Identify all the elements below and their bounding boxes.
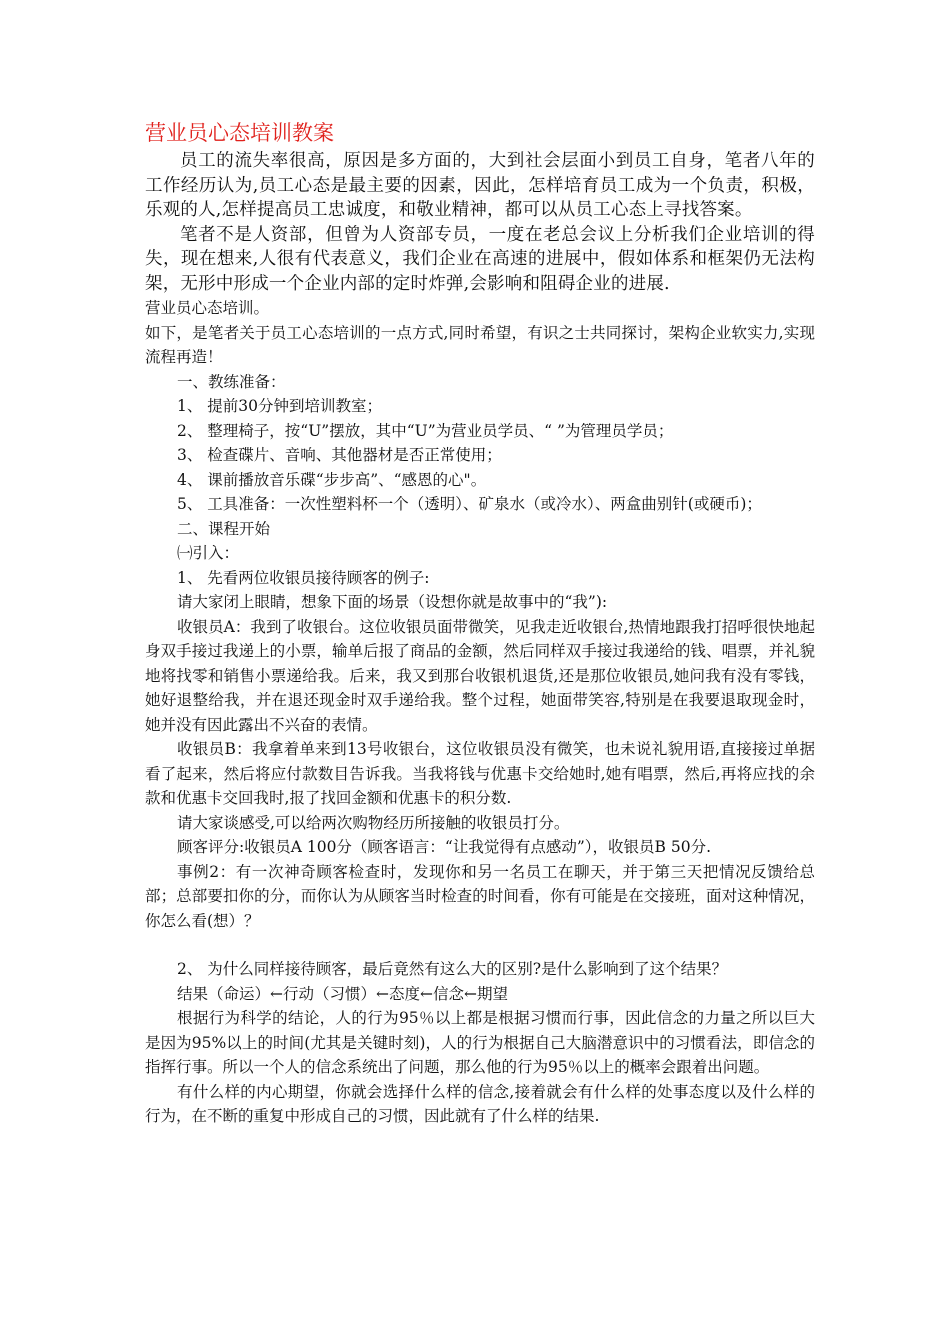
- section2-title: 二、课程开始: [177, 519, 271, 538]
- prep-item-5: 5、 工具准备：一次性塑料杯一个（透明）、矿泉水（或冷水）、两盒曲别针(或硬币)；: [177, 495, 762, 513]
- section1-title: 一、教练准备：: [177, 372, 286, 391]
- intro-paragraph-2: 笔者不是人资部，但曾为人资部专员，一度在老总会议上分析我们企业培训的得失，现在想来,人很有代表意义，我们企业在高速的进展中，假如体系和框架仍无法构架，无形中形成一个企业内部的定时炸弹,会影响和阻碍企业的进展.: [145, 224, 815, 294]
- blank-line: [145, 933, 815, 957]
- case2-paragraph: 事例2：有一次神奇顾客检查时，发现你和另一名员工在聊天，并于第三天把情况反馈给总部；总部要扣你的分，而你认为从顾客当时检查的时间看，你有可能是在交接班，面对这种情况，你怎么看(想）？: [145, 862, 815, 930]
- document-title: 营业员心态培训教案: [145, 121, 334, 145]
- prep-item-1: 1、 提前30分钟到培训教室；: [177, 397, 383, 415]
- scene-prompt: 请大家闭上眼睛，想象下面的场景（设想你就是故事中的“我”):: [177, 593, 608, 611]
- case-intro: 1、 先看两位收银员接待顾客的例子:: [177, 568, 430, 587]
- conclusion-paragraph: 有什么样的内心期望，你就会选择什么样的信念,接着就会有什么样的处事态度以及什么样的行为，在不断的重复中形成自己的习惯，因此就有了什么样的结果.: [145, 1082, 815, 1125]
- question2-line: 2、 为什么同样接待顾客，最后竟然有这么大的区别?是什么影响到了这个结果？: [177, 960, 728, 978]
- prep-item-2: 2、 整理椅子，按“U”摆放，其中“U”为营业员学员、“ ”为管理员学员；: [177, 421, 674, 440]
- science-paragraph: 根据行为科学的结论，人的行为95％以上都是根据习惯而行事，因此信念的力量之所以巨大是因为95%以上的时间(尤其是关键时刻)，人的行为根据自己大脑潜意识中的习惯看法，即信念的指挥行事。所以一个人的信念系统出了问题，那么他的行为95％以上的概率会跟着出问题。: [145, 1009, 815, 1076]
- preface-paragraph: 如下，是笔者关于员工心态培训的一点方式,同时希望，有识之士共同探讨，架构企业软实力,实现流程再造！: [145, 323, 815, 366]
- prep-item-3: 3、 检查碟片、音响、其他器材是否正常使用；: [177, 446, 502, 464]
- cashier-b-paragraph: 收银员B：我拿着单来到13号收银台，这位收银员没有微笑，也未说礼貌用语,直接接过单据看了起来，然后将应付款数目告诉我。当我将钱与优惠卡交给她时,她有唱票，然后,再将应找的余款和优惠卡交回我时,报了找回金额和优惠卡的积分数.: [145, 740, 815, 807]
- cashier-a-paragraph: 收银员A：我到了收银台。这位收银员面带微笑，见我走近收银台,热情地跟我打招呼很快地起身双手接过我递上的小票，输单后报了商品的金额，然后同样双手接过我递给的钱、唱票，并礼貌地将找零和销售小票递给我。后来，我又到那台收银机退货,还是那位收银员,她问我有没有零钱，她好退整给我，并在退还现金时双手递给我。整个过程，她面带笑容,特别是在我要退取现金时，她并没有因此露出不兴奋的表情。: [145, 617, 815, 734]
- document-page: [145, 118, 815, 1129]
- prep-item-4: 4、 课前播放音乐碟“步步高”、“感恩的心"。: [177, 470, 487, 489]
- intro-paragraph-1: 员工的流失率很高，原因是多方面的，大到社会层面小到员工自身，笔者八年的工作经历认为,员工心态是最主要的因素，因此，怎样培育员工成为一个负责，积极，乐观的人,怎样提高员工忠诚度，和敬业精神，都可以从员工心态上寻找答案。: [145, 151, 815, 220]
- chain-line: 结果（命运）←行动（习惯）←态度←信念←期望: [177, 984, 508, 1003]
- heading-line: 营业员心态培训。: [145, 299, 270, 317]
- discuss-line: 请大家谈感受,可以给两次购物经历所接触的收银员打分。: [177, 813, 570, 832]
- sub1-title: ㈠引入：: [177, 544, 240, 562]
- score-line: 顾客评分:收银员A 100分（顾客语言：“让我觉得有点感动”），收银员B 50分.: [177, 838, 711, 856]
